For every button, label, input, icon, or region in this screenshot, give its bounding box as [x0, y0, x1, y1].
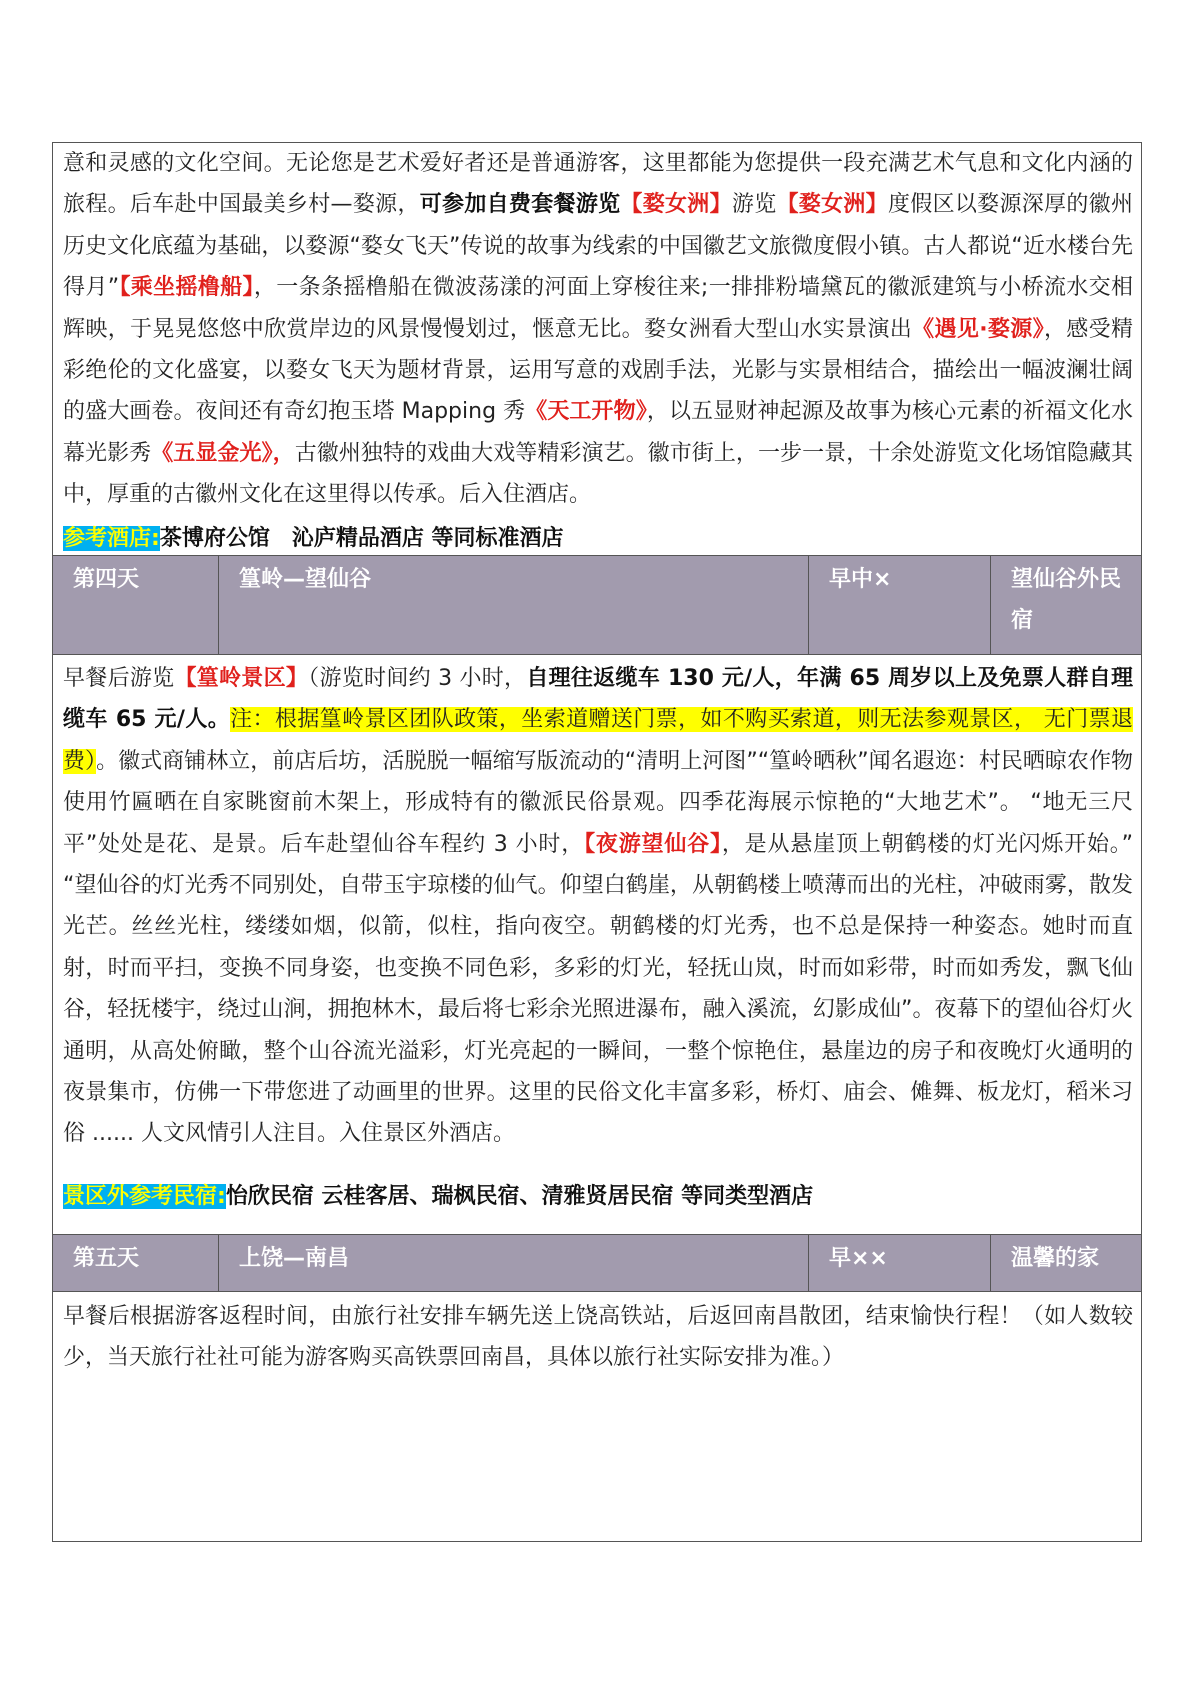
- highlight-night-tour: 【夜游望仙谷】: [584, 831, 722, 857]
- text-segment: 度假区以婺源深厚的徽州历史文化底蕴为基础，以婺源“婺女飞天”传说的故事为线索的中国徽艺文旅微度假小镇。古人都说“近水楼台先得月”: [63, 192, 1133, 301]
- highlight-show-meet-wuyuan: 《遇见·婺源》: [912, 316, 1044, 342]
- text-segment: 古徽州独特的戏曲大戏等精彩演艺。徽市街上，一步一景，十余处游览文化场馆隐藏其中，厚重的古徽州文化在这里得以传承。后入住酒店。: [63, 440, 1133, 508]
- text-segment: （游览时间约 3 小时，: [308, 666, 527, 691]
- day4-header-row: [53, 555, 1141, 655]
- text-segment: 。徽式商铺林立，前店后坊，活脱脱一幅缩写版流动的“清明上河图”“篁岭晒秋”闻名遐迩：村民晒晾农作物使用竹匾晒在自家眺窗前木架上，形成特有的徽派民俗景观。四季花海展示惊艳的“大地艺术”。 “地无三尺平”处处是花、是景。后车赴望仙谷车程约 3 小时，: [63, 748, 1133, 857]
- highlight-huangling: 【篁岭景区】: [174, 666, 309, 691]
- hotel-label: 景区外参考民宿:: [63, 1184, 226, 1209]
- text-segment: ，感受精彩绝伦的文化盛宴，以婺女飞天为题材背景，运用写意的戏剧手法，光影与实景相结合，描绘出一幅波澜壮阔的盛大画卷。夜间还有奇幻抱玉塔 Mapping 秀: [63, 316, 1133, 425]
- optional-package-text: 可参加自费套餐游览: [419, 192, 621, 218]
- day4-day-cell: 第四天: [53, 556, 219, 654]
- text-segment: 游览: [731, 192, 777, 218]
- day5-header-row: [53, 1234, 1141, 1292]
- day5-day-cell: 第五天: [53, 1235, 219, 1291]
- day3-hotel-line: [63, 521, 563, 557]
- cable-car-price-text: 自理往返缆车 130 元/人，年满 65 周岁以上及免票人群自理缆车 65 元/人。: [63, 666, 1133, 733]
- day5-description: 早餐后根据游客返程时间，由旅行社安排车辆先送上饶高铁站，后返回南昌散团，结束愉快行程！（如人数较少，当天旅行社社可能为游客购买高铁票回南昌，具体以旅行社实际安排为准。）: [63, 1304, 1133, 1371]
- text-segment: 早餐后游览: [63, 666, 175, 691]
- day4-meals-cell: 早中×: [809, 556, 991, 654]
- itinerary-table: [52, 142, 1142, 1542]
- day5-lodging-cell: 温馨的家: [1011, 1246, 1100, 1271]
- highlight-wunvzhou-2: 【婺女洲】: [776, 192, 888, 218]
- day4-route-cell: 篁岭—望仙谷: [219, 556, 809, 654]
- hotel-value: 怡欣民宿 云桂客居、瑞枫民宿、清雅贤居民宿 等同类型酒店: [225, 1184, 814, 1209]
- day5-meals-cell: 早××: [809, 1235, 991, 1291]
- highlight-wunvzhou: 【婺女洲】: [620, 192, 732, 218]
- day4-lodging-cell: 望仙谷外民宿: [1011, 567, 1122, 633]
- day5-route-cell: 上饶—南昌: [219, 1235, 809, 1291]
- text-segment: ，以五显财神起源及故事为核心元素的祈福文化水幕光影秀: [63, 399, 1133, 466]
- day4-hotel-line: [63, 1179, 813, 1215]
- highlight-show-tiangong: 《天工开物》: [525, 399, 647, 425]
- day4-description: [63, 658, 1133, 1155]
- text-segment: 意和灵感的文化空间。无论您是艺术爱好者还是普通游客，这里都能为您提供一段充满艺术气息和文化内涵的旅程。后车赴中国最美乡村—婺源，: [63, 151, 1133, 218]
- text-segment: ，是从悬崖顶上朝鹤楼的灯光闪烁开始。” “望仙谷的灯光秀不同别处，自带玉宇琼楼的仙气。仰望白鹤崖，从朝鹤楼上喷薄而出的光柱，冲破雨雾，散发光芒。丝丝光柱，缕缕如烟，似箭，似柱，指向夜空。朝鹤楼的灯光秀，也不总是保持一种姿态。她时而直射，时而平扫，变换不同身姿，也变换不同色彩，多彩的灯光，轻抚山岚，时而如彩带，时而如秀发，飘飞仙谷，轻抚楼宇，绕过山涧，拥抱林木，最后将七彩余光照进瀑布，融入溪流，幻影成仙”。夜幕下的望仙谷灯火通明，从高处俯瞰，整个山谷流光溢彩，灯光亮起的一瞬间，一整个惊艳住，悬崖边的房子和夜晚灯火通明的夜景集市，仿佛一下带您进了动画里的世界。这里的民俗文化丰富多彩，桥灯、庙会、傩舞、板龙灯，稻米习俗 ...... 人文风情引人注目。入住景区外酒店。: [63, 831, 1133, 1147]
- hotel-value: 茶博府公馆 沁庐精品酒店 等同标准酒店: [159, 526, 564, 551]
- highlight-show-wuxian: 《五显金光》，: [151, 440, 295, 466]
- hotel-label: 参考酒店:: [63, 526, 160, 551]
- ticket-policy-note: 注：根据篁岭景区团队政策，坐索道赠送门票，如不购买索道，则无法参观景区， 无门票退费）: [63, 707, 1133, 774]
- text-segment: ，一条条摇橹船在微波荡漾的河面上穿梭往来;一排排粉墙黛瓦的徽派建筑与小桥流水交相辉映，于晃晃悠悠中欣赏岸边的风景慢慢划过，惬意无比。婺女洲看大型山水实景演出: [63, 275, 1133, 342]
- highlight-boat-ride: 【乘坐摇橹船】: [119, 275, 254, 301]
- day3-description: [63, 143, 1133, 516]
